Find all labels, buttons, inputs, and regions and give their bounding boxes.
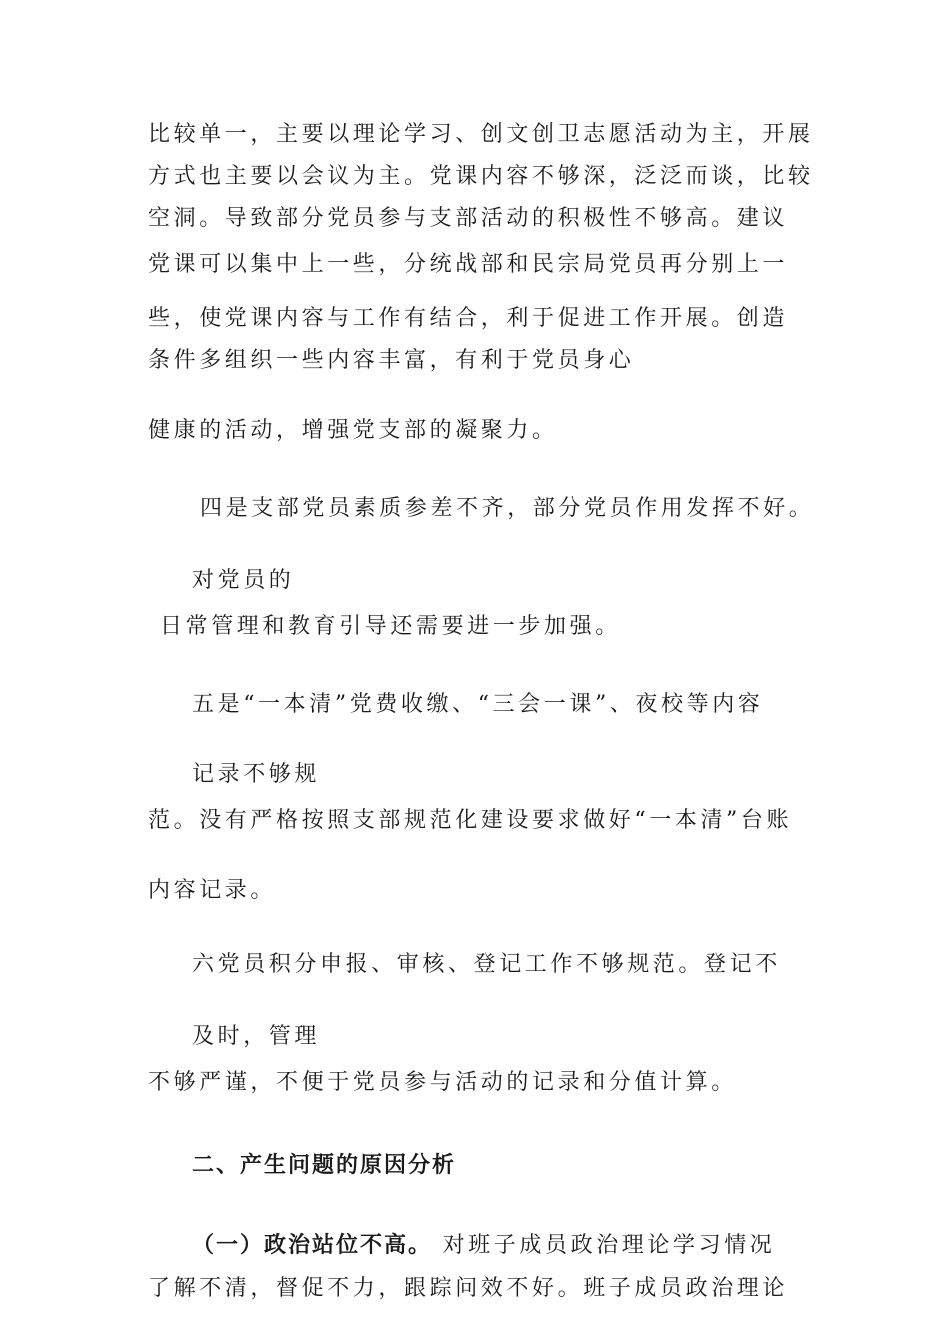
item-six-cont-2: 不够严谨，不便于党员参与活动的记录和分值计算。 <box>148 1070 737 1095</box>
item-five-cont-1: 记录不够规 <box>192 762 321 787</box>
item-five-cont-3: 内容记录。 <box>148 878 277 903</box>
item-five-cont-2: 范。没有严格按照支部规范化建设要求做好“一本清”台账 <box>148 808 793 833</box>
subsection-one-text: 对班子成员政治理论学习情况 <box>432 1233 776 1258</box>
body-line-1: 比较单一，主要以理论学习、创文创卫志愿活动为主，开展 <box>148 122 814 147</box>
body-line-4: 党课可以集中上一些，分统战部和民宗局党员再分别上一 <box>148 252 789 277</box>
body-line-2: 方式也主要以会议为主。党课内容不够深，泛泛而谈，比较 <box>148 164 814 189</box>
section-two-heading: 二、产生问题的原因分析 <box>192 1152 457 1178</box>
subsection-one-line <box>192 1230 775 1261</box>
body-line-7: 健康的活动，增强党支部的凝聚力。 <box>148 418 558 443</box>
item-five-heading: 五是“一本清”党费收缴、“三会一课”、夜校等内容 <box>192 692 764 717</box>
body-line-5: 些，使党课内容与工作有结合，利于促进工作开展。创造 <box>148 306 789 331</box>
item-six-heading: 六党员积分申报、审核、登记工作不够规范。登记不 <box>192 952 781 977</box>
body-line-6: 条件多组织一些内容丰富，有利于党员身心 <box>148 348 635 373</box>
subsection-one-cont: 了解不清，督促不力，跟踪问效不好。班子成员政治理论 <box>148 1276 789 1301</box>
item-six-cont-1: 及时，管理 <box>192 1024 321 1049</box>
item-four-cont-1: 对党员的 <box>192 568 295 593</box>
item-four-cont-2: 日常管理和教育引导还需要进一步加强。 <box>160 614 621 639</box>
item-four-heading: 四是支部党员素质参差不齐，部分党员作用发挥不好。 <box>200 496 815 521</box>
body-line-3: 空洞。导致部分党员参与支部活动的积极性不够高。建议 <box>148 206 789 231</box>
subsection-one-title: （一）政治站位不高。 <box>192 1232 433 1258</box>
